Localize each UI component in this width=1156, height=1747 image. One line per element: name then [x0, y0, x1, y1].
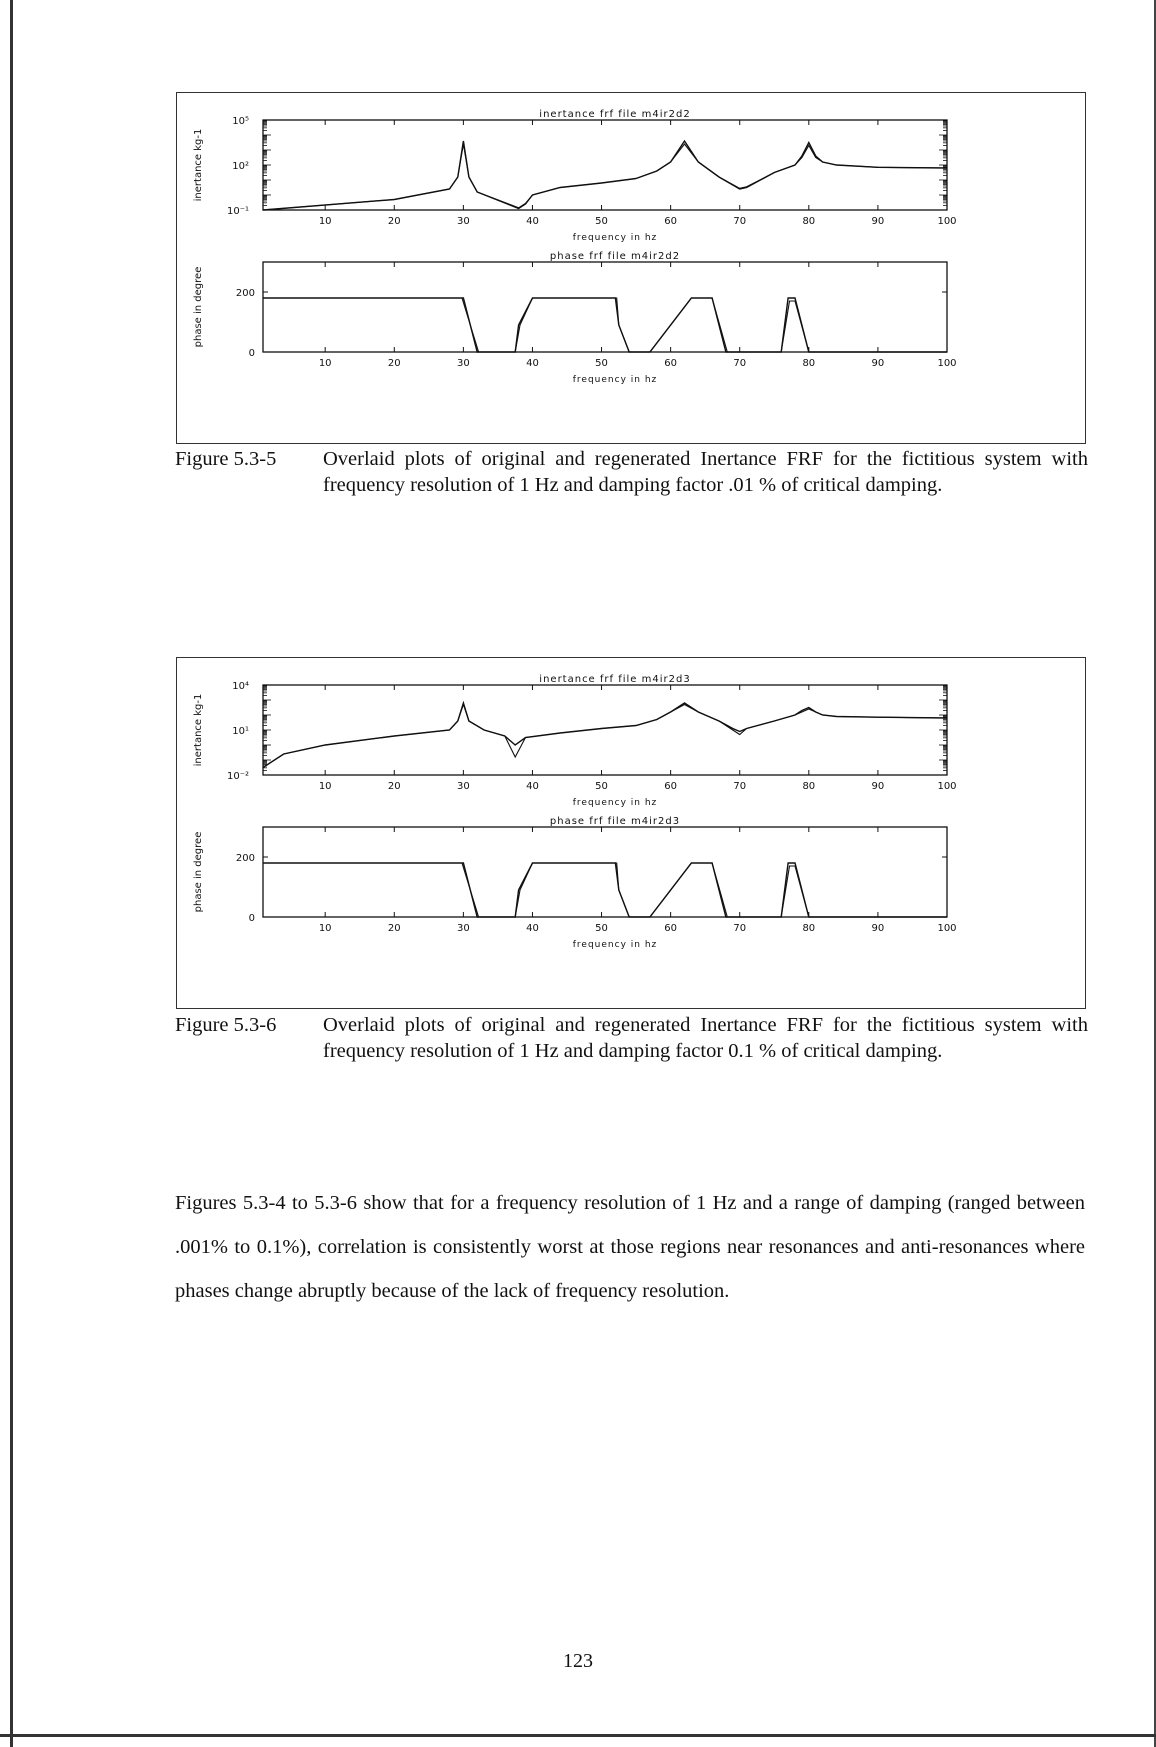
y-tick-label: 10² [232, 161, 249, 172]
x-tick-label: 10 [318, 358, 332, 369]
x-tick-label: 90 [871, 358, 885, 369]
plot-axes-box [263, 262, 947, 352]
y-tick-label: 10⁻¹ [226, 206, 249, 217]
x-tick-label: 90 [871, 216, 885, 227]
x-tick-label: 80 [802, 923, 816, 934]
caption-text: Overlaid plots of original and regenerated Inertance FRF for the fictitious system with frequency resolution of 1 Hz and damping factor 0.1 % of critical damping. [323, 1014, 1088, 1062]
figure-5-3-5-caption [175, 446, 1090, 536]
x-tick-label: 10 [318, 923, 332, 934]
x-tick-label: 80 [802, 216, 816, 227]
series-line-original [263, 703, 947, 768]
y-tick-label: 10¹ [232, 726, 249, 737]
x-tick-label: 40 [526, 781, 539, 792]
plot-title: phase frf file m4ir2d3 [549, 816, 681, 827]
series-line-regenerated [263, 298, 947, 352]
x-tick-label: 100 [937, 358, 957, 369]
x-tick-label: 40 [526, 216, 539, 227]
x-tick-label: 100 [937, 781, 957, 792]
figure-5-3-6-caption [175, 1012, 1090, 1102]
x-tick-label: 10 [318, 216, 332, 227]
y-axis-label: inertance kg-1 [193, 693, 204, 767]
x-tick-label: 40 [526, 923, 539, 934]
x-tick-label: 100 [937, 216, 957, 227]
figure-5-3-6 [176, 657, 1086, 1009]
caption-label: Figure 5.3-6 [175, 1014, 277, 1036]
plot-title: phase frf file m4ir2d2 [549, 251, 681, 262]
x-tick-label: 30 [456, 358, 470, 369]
x-tick-label: 10 [318, 781, 332, 792]
series-line-regenerated [263, 144, 947, 210]
y-axis-label: inertance kg-1 [193, 128, 204, 202]
subplot-inertance [193, 109, 957, 243]
y-tick-label: 10⁻² [226, 771, 249, 782]
x-tick-label: 100 [937, 923, 957, 934]
x-tick-label: 70 [733, 923, 747, 934]
x-tick-label: 20 [387, 923, 401, 934]
series-line-original [263, 141, 947, 210]
x-tick-label: 70 [733, 216, 747, 227]
plot-title: inertance frf file m4ir2d2 [539, 109, 691, 120]
figure-5-3-6-plots [177, 658, 1085, 1008]
x-axis-label: frequency in hz [572, 233, 658, 243]
x-tick-label: 20 [387, 781, 401, 792]
y-tick-label: 0 [248, 913, 255, 924]
subplot-inertance [193, 674, 957, 808]
body-paragraph: Figures 5.3-4 to 5.3-6 show that for a frequency resolution of 1 Hz and a range of damping (ranged between .001% to 0.1%), correlation is consistently worst at those regions near resonances and anti-resonances where phases change abruptly because of the lack of frequency resolution. [175, 1191, 1085, 1302]
x-tick-label: 60 [664, 781, 678, 792]
x-tick-label: 30 [456, 781, 470, 792]
x-tick-label: 30 [456, 216, 470, 227]
series-line-original [263, 863, 947, 917]
page-border-left [10, 0, 13, 1747]
x-tick-label: 50 [595, 358, 608, 369]
x-tick-label: 20 [387, 216, 401, 227]
x-tick-label: 80 [802, 358, 816, 369]
x-tick-label: 60 [664, 216, 678, 227]
plot-axes-box [263, 685, 947, 775]
x-tick-label: 80 [802, 781, 816, 792]
y-tick-label: 200 [235, 288, 255, 299]
x-tick-label: 40 [526, 358, 539, 369]
x-axis-label: frequency in hz [572, 375, 658, 385]
y-tick-label: 10⁴ [232, 681, 249, 692]
series-line-regenerated [263, 705, 947, 768]
x-tick-label: 50 [595, 781, 608, 792]
subplot-phase [193, 816, 957, 950]
plot-title: inertance frf file m4ir2d3 [539, 674, 691, 685]
x-tick-label: 30 [456, 923, 470, 934]
y-axis-label: phase in degree [193, 266, 204, 348]
y-tick-label: 200 [235, 853, 255, 864]
y-axis-label: phase in degree [193, 831, 204, 913]
x-tick-label: 20 [387, 358, 401, 369]
figure-5-3-5-plots [177, 93, 1085, 443]
caption-text: Overlaid plots of original and regenerated Inertance FRF for the fictitious system with frequency resolution of 1 Hz and damping factor .01 % of critical damping. [323, 448, 1088, 496]
series-line-original [263, 298, 947, 352]
page-number: 123 [563, 1650, 593, 1672]
y-tick-label: 10⁵ [232, 116, 249, 127]
x-tick-label: 70 [733, 358, 747, 369]
plot-axes-box [263, 827, 947, 917]
series-line-regenerated [263, 863, 947, 917]
x-axis-label: frequency in hz [572, 798, 658, 808]
x-tick-label: 60 [664, 358, 678, 369]
x-axis-label: frequency in hz [572, 940, 658, 950]
page-border-bottom [0, 1734, 1156, 1737]
x-tick-label: 90 [871, 781, 885, 792]
x-tick-label: 50 [595, 923, 608, 934]
x-tick-label: 50 [595, 216, 608, 227]
caption-label: Figure 5.3-5 [175, 448, 277, 470]
x-tick-label: 70 [733, 781, 747, 792]
figure-5-3-5 [176, 92, 1086, 444]
x-tick-label: 90 [871, 923, 885, 934]
x-tick-label: 60 [664, 923, 678, 934]
subplot-phase [193, 251, 957, 385]
y-tick-label: 0 [248, 348, 255, 359]
